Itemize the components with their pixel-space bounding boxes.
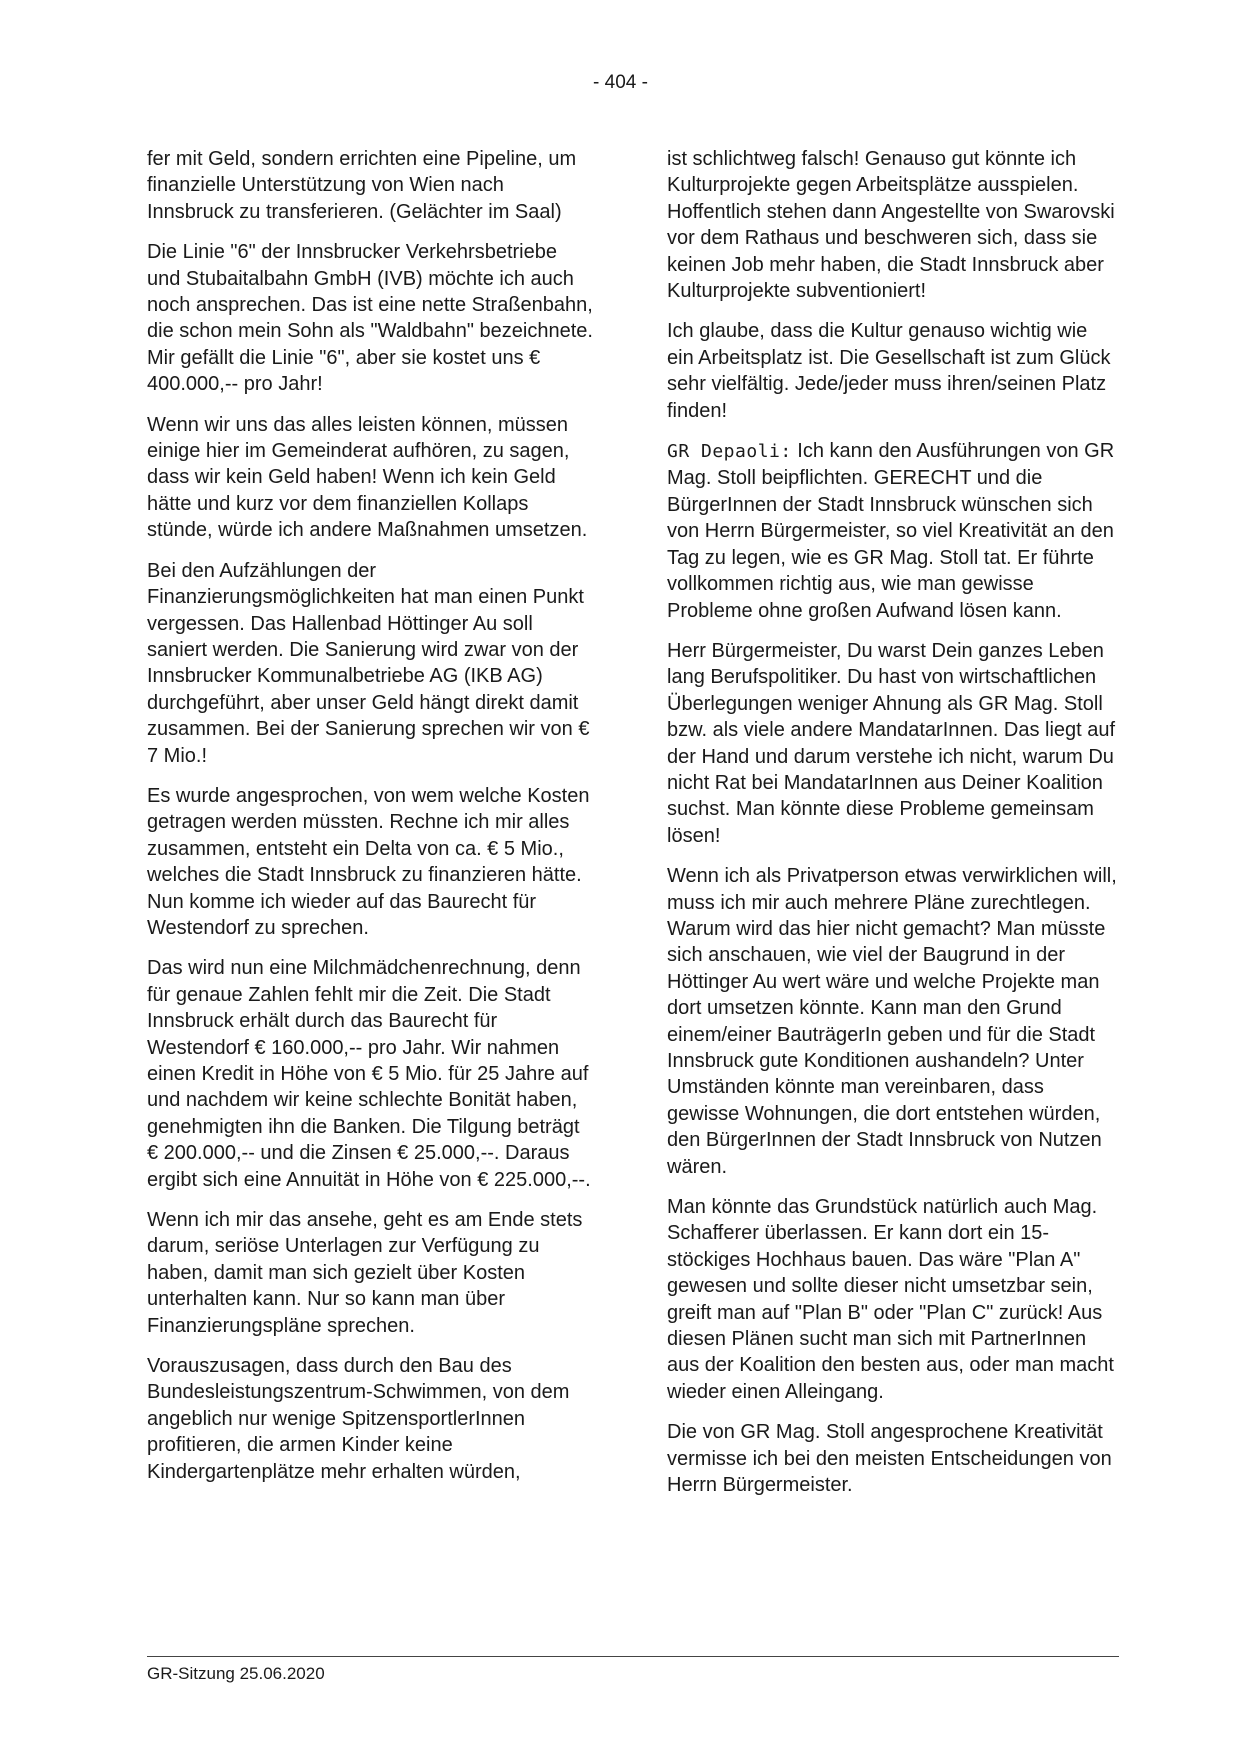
paragraph: Das wird nun eine Milchmädchenrechnung, denn für genaue Zahlen fehlt mir die Zeit. Die Stadt Innsbruck erhält durch das Baurecht für Westendorf € 160.000,-- pro Jahr. Wir nahmen einen Kredit in Höhe von € 5 Mio. für 25 Jahre auf und nachdem wir keine schlechte Bonität haben, genehmigten ihn die Banken. Die Tilgung beträgt € 200.000,-- und die Zinsen € 25.000,--. Daraus ergibt sich eine Annuität in Höhe von € 225.000,--.: [147, 957, 591, 1191]
paragraph: Es wurde angesprochen, von wem welche Kosten getragen werden müssten. Rechne ich mir alles zusammen, entsteht ein Delta von ca. € 5 Mio., welches die Stadt Innsbruck zu finanzieren hätte. Nun komme ich wieder auf das Baurecht für Westendorf zu sprechen.: [147, 784, 590, 939]
footer-session-date: GR-Sitzung 25.06.2020: [147, 1664, 325, 1683]
paragraph: ist schlichtweg falsch! Genauso gut könnte ich Kulturprojekte gegen Arbeitsplätze ausspielen. Hoffentlich stehen dann Angestellte von Swarovski vor dem Rathaus und beschweren sich, dass sie keinen Job mehr haben, die Stadt Innsbruck aber Kulturprojekte subventioniert!: [667, 148, 1115, 303]
paragraph: Die von GR Mag. Stoll angesprochene Kreativität vermisse ich bei den meisten Entscheidungen von Herrn Bürgermeister.: [667, 1421, 1112, 1497]
right-column: [667, 146, 1119, 1513]
paragraph: fer mit Geld, sondern errichten eine Pipeline, um finanzielle Unterstützung von Wien nach Innsbruck zu transferieren. (Gelächter im Saal): [147, 148, 577, 223]
speaker-name: GR Depaoli:: [667, 441, 792, 463]
page-number: - 404 -: [593, 72, 648, 93]
paragraph: Bei den Aufzählungen der Finanzierungsmöglichkeiten hat man einen Punkt vergessen. Das Hallenbad Höttinger Au soll saniert werden. Die Sanierung wird zwar von der Innsbrucker Kommunalbetriebe AG (IKB AG) durchgeführt, aber unser Geld hängt direkt damit zusammen. Bei der Sanierung sprechen wir von € 7 Mio.!: [147, 559, 590, 767]
paragraph: Herr Bürgermeister, Du warst Dein ganzes Leben lang Berufspolitiker. Du hast von wirtschaftlichen Überlegungen weniger Ahnung als GR Mag. Stoll bzw. als viele andere MandatarInnen. Das liegt auf der Hand und darum verstehe ich nicht, warum Du nicht Rat bei MandatarInnen aus Deiner Koalition suchst. Man könnte diese Probleme gemeinsam lösen!: [667, 639, 1116, 847]
paragraph: Ich glaube, dass die Kultur genauso wichtig wie ein Arbeitsplatz ist. Die Gesellschaft ist zum Glück sehr vielfältig. Jede/jeder muss ihren/seinen Platz finden!: [667, 320, 1111, 422]
paragraph: Vorauszusagen, dass durch den Bau des Bundesleistungszentrum-Schwimmen, von dem angeblich nur wenige SpitzensportlerInnen profitieren, die armen Kinder keine Kindergartenplätze mehr erhalten würden,: [147, 1355, 570, 1483]
paragraph: Die Linie "6" der Innsbrucker Verkehrsbetriebe und Stubaitalbahn GmbH (IVB) möchte ich auch noch ansprechen. Das ist eine nette Straßenbahn, die schon mein Sohn als "Waldbahn" bezeichnete. Mir gefällt die Linie "6", aber sie kostet uns € 400.000,-- pro Jahr!: [147, 241, 593, 396]
paragraph: Wenn wir uns das alles leisten können, müssen einige hier im Gemeinderat aufhören, zu sagen, dass wir kein Geld haben! Wenn ich kein Geld hätte und kurz vor dem finanziellen Kollaps stünde, würde ich andere Maßnahmen umsetzen.: [147, 413, 588, 542]
speaker-text: Ich kann den Ausführungen von GR Mag. Stoll beipflichten. GERECHT und die BürgerInnen der Stadt Innsbruck wünschen sich von Herrn Bürgermeister, so viel Kreativität an den Tag zu legen, wie es GR Mag. Stoll tat. Er führte vollkommen richtig aus, wie man gewisse Probleme ohne großen Aufwand lösen kann.: [667, 440, 1115, 622]
footer-divider: [147, 1656, 1119, 1657]
speaker-paragraph: [667, 438, 1119, 624]
paragraph: Man könnte das Grundstück natürlich auch Mag. Schafferer überlassen. Er kann dort ein 15-stöckiges Hochhaus bauen. Das wäre "Plan A" gewesen und sollte dieser nicht umsetzbar sein, greift man auf "Plan B" oder "Plan C" zurück! Aus diesen Plänen sucht man sich mit PartnerInnen aus der Koalition den besten aus, oder man macht wieder einen Alleingang.: [667, 1196, 1114, 1403]
paragraph: Wenn ich als Privatperson etwas verwirklichen will, muss ich mir auch mehrere Pläne zurechtlegen. Warum wird das hier nicht gemacht? Man müsste sich anschauen, wie viel der Baugrund in der Höttinger Au wert wäre und welche Projekte man dort umsetzen könnte. Kann man den Grund einem/einer BauträgerIn geben und für die Stadt Innsbruck gute Konditionen aushandeln? Unter Umständen könnte man vereinbaren, dass gewisse Wohnungen, die dort entstehen würden, den BürgerInnen der Stadt Innsbruck von Nutzen wären.: [667, 865, 1117, 1178]
paragraph: Wenn ich mir das ansehe, geht es am Ende stets darum, seriöse Unterlagen zur Verfügung zu haben, damit man sich gezielt über Kosten unterhalten kann. Nur so kann man über Finanzierungspläne sprechen.: [147, 1209, 583, 1337]
left-column: [147, 146, 595, 1499]
